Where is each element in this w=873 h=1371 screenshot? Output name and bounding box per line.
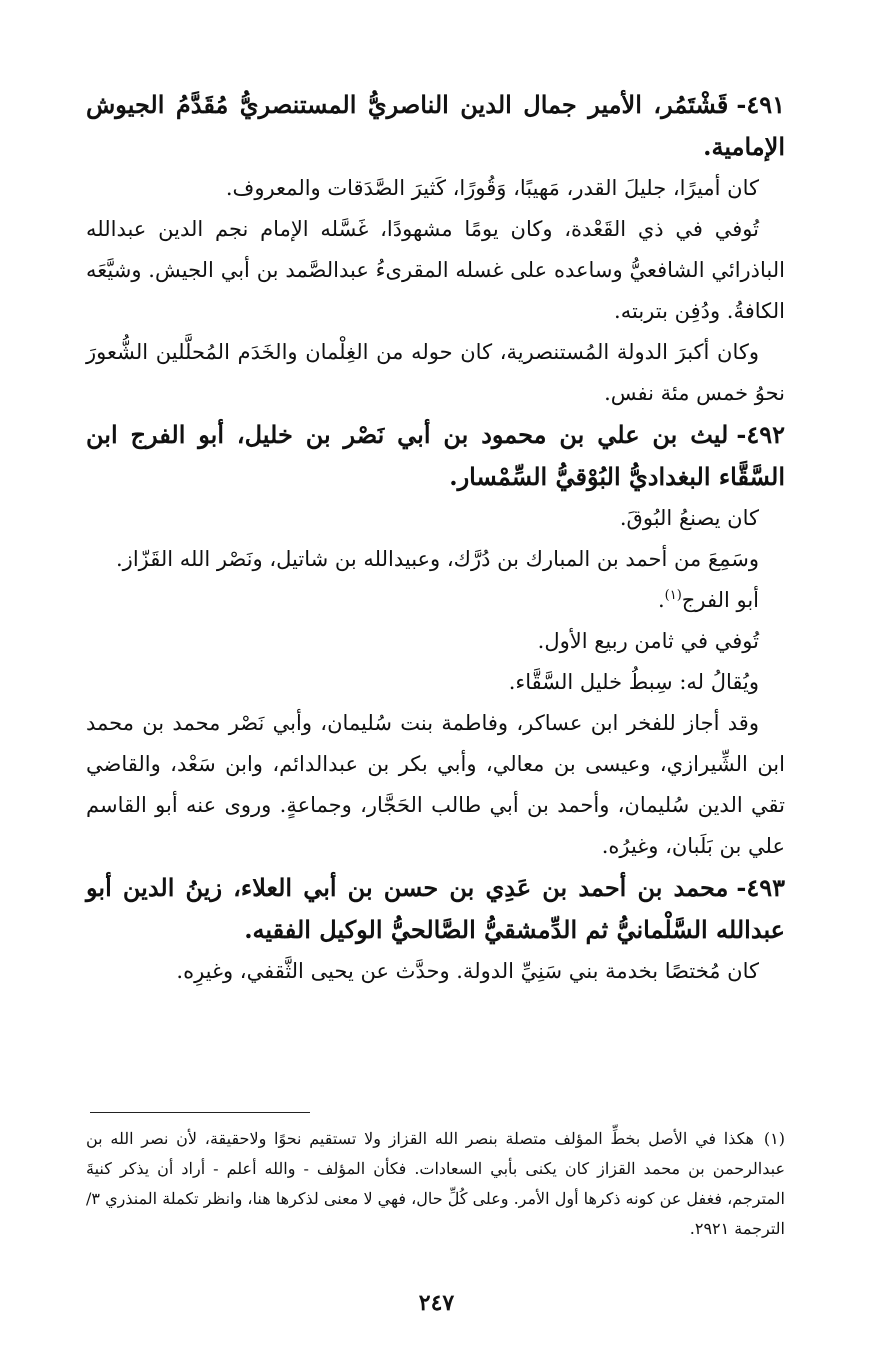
paragraph (86, 580, 785, 621)
entry-heading-493 (86, 867, 785, 951)
entry-title: محمد بن أحمد بن عَدِي بن حسن بن أبي العلاء، زينُ الدين أبو عبدالله السَّلْمانيُّ ثم الدِّمشقيُّ الصَّالحيُّ الوكيل الفقيه. (86, 873, 785, 944)
paragraph: وسَمِعَ من أحمد بن المبارك بن دُرَّك، وعبيدالله بن شاتيل، ونَصْر الله القَزّاز. (116, 547, 759, 571)
paragraph: ويُقالُ له: سِبطُ خليل السَّقَّاء. (508, 670, 759, 694)
entry-number: ٤٩٣- (736, 873, 785, 902)
footnote-marker: (١) (763, 1129, 785, 1148)
entry-number: ٤٩٢- (736, 420, 785, 449)
paragraph-text: أبو الفرج (681, 588, 759, 612)
footnote-text: هكذا في الأصل بخطِّ المؤلف متصلة بنصر الله القزاز ولا تستقيم نحوًا ولاحقيقة، لأن نصر الله بن عبدالرحمن بن محمد القزاز كان يكنى بأبي السعادات. فكأن المؤلف - والله أعلم - أراد أن يذكر كنيةَ المترجم، فغفل عن كونه ذكرها أول الأمر. وعلى كُلِّ حال، فهي لا معنى لذكرها هنا، وانظر تكملة المنذري ٣/ الترجمة ٢٩٢١. (86, 1129, 785, 1238)
paragraph-punctuation: . (657, 588, 665, 612)
footnote-reference[interactable]: (١) (664, 588, 682, 603)
footnote-item (86, 1124, 785, 1244)
footnote-divider (90, 1112, 310, 1113)
main-text (86, 84, 785, 992)
entry-number: ٤٩١- (736, 90, 785, 119)
paragraph: كان أميرًا، جليلَ القدر، مَهيبًا، وَقُورًا، كَثيرَ الصَّدَقات والمعروف. (225, 176, 759, 200)
entry-heading-492 (86, 414, 785, 498)
paragraph: كان مُختصًا بخدمة بني سَنِيِّ الدولة. وحدَّث عن يحيى الثَّقفي، وغيرِه. (176, 959, 759, 983)
footnotes (86, 1124, 785, 1244)
paragraph: كان يصنعُ البُوقَ. (619, 506, 759, 530)
paragraph: تُوفي في ثامن ربيع الأول. (537, 629, 759, 653)
paragraph: وقد أجاز للفخر ابن عساكر، وفاطمة بنت سُليمان، وأبي نَصْر محمد بن محمد ابن الشِّيرازي، وعيسى بن معالي، وأبي بكر بن عبدالدائم، وابن سَعْد، والقاضي تقي الدين سُليمان، وأحمد بن أبي طالب الحَجَّار، وجماعةٍ. وروى عنه أبو القاسم علي بن بَلَبان، وغيرُه. (86, 711, 785, 858)
paragraph: وكان أكبرَ الدولة المُستنصرية، كان حوله من الغِلْمان والخَدَم المُحلَّلين الشُّعورَ نحوُ خمس مئة نفس. (86, 340, 785, 405)
paragraph: تُوفي في ذي القَعْدة، وكان يومًا مشهودًا، غَسَّله الإمام نجم الدين عبدالله الباذرائي الشافعيُّ وساعده على غسله المقرىءُ عبدالصَّمد بن أبي الجيش. وشيَّعَه الكافةُ. ودُفِن بتربته. (86, 217, 785, 323)
entry-title: قَشْتَمُر، الأمير جمال الدين الناصريُّ المستنصريُّ مُقَدَّمُ الجيوش الإمامية. (86, 90, 785, 161)
page-number: ٢٤٧ (418, 1290, 455, 1316)
entry-heading-491 (86, 84, 785, 168)
entry-title: ليث بن علي بن محمود بن أبي نَصْر بن خليل، أبو الفرج ابن السَّقَّاء البغداديُّ البُوْقيُّ السِّمْسار. (86, 420, 785, 491)
